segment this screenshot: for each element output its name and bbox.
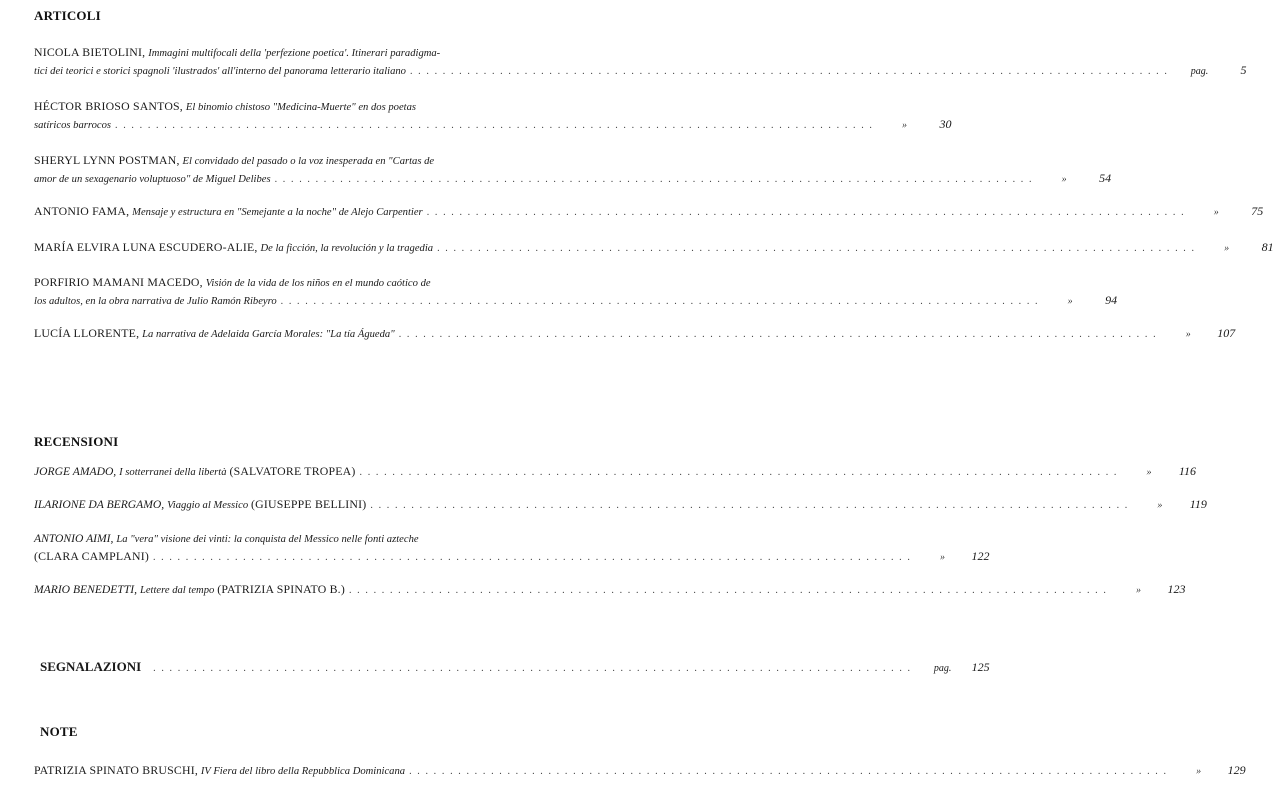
page-number: 54 <box>1099 171 1112 185</box>
page-prefix: » <box>1224 243 1230 254</box>
page-number: 119 <box>1189 497 1207 511</box>
leader-dots: . . . . . . . . . . . . . . . . . . . . . . . . . . . . . . . . . . . . . . . . . . . . . . . . . . . . . . . . . . . . . . . . . . . . . . . . . . . . . . . . . . . . . . . . . . . . . <box>409 766 1168 777</box>
leader-dots: . . . . . . . . . . . . . . . . . . . . . . . . . . . . . . . . . . . . . . . . . . . . . . . . . . . . . . . . . . . . . . . . . . . . . . . . . . . . . . . . . . . . . . . . . . . . . <box>152 552 912 563</box>
entry-title: Immagini multifocali della 'perfezione poetica'. Itinerari paradigma- <box>148 48 441 59</box>
leader-dots: . . . . . . . . . . . . . . . . . . . . . . . . . . . . . . . . . . . . . . . . . . . . . . . . . . . . . . . . . . . . . . . . . . . . . . . . . . . . . . . . . . . . . . . . . . . . . <box>437 243 1196 254</box>
toc-entry[interactable] <box>34 463 1197 481</box>
toc-entry[interactable] <box>34 98 952 134</box>
entry-author: ANTONIO FAMA, <box>34 204 130 218</box>
page-prefix: » <box>1185 329 1191 340</box>
toc-entry[interactable] <box>34 325 1236 343</box>
section-heading-segnalazioni: SEGNALAZIONI <box>40 659 142 674</box>
reviewer: (CLARA CAMPLANI) <box>34 549 149 563</box>
review-author: ANTONIO AIMI, <box>34 532 114 545</box>
entry-author: MARÍA ELVIRA LUNA ESCUDERO-ALIE, <box>34 240 258 254</box>
toc-entry-segnalazioni[interactable] <box>40 658 990 677</box>
page-prefix: » <box>1061 174 1067 185</box>
section-heading-note: NOTE <box>40 724 78 739</box>
entry-title-cont: tici dei teorici e storici spagnoli 'ilustrados' all'interno del panorama letterario italiano <box>34 66 406 77</box>
page-number: 81 <box>1261 240 1274 254</box>
toc-entry[interactable] <box>34 762 1246 780</box>
page-number: 5 <box>1240 63 1247 77</box>
section-heading-articoli: ARTICOLI <box>34 8 101 23</box>
entry-title-cont: los adultos, en la obra narrativa de Julio Ramón Ribeyro <box>34 296 277 307</box>
entry-author: HÉCTOR BRIOSO SANTOS, <box>34 99 183 113</box>
review-author: ILARIONE DA BERGAMO, <box>34 498 165 511</box>
toc-entry[interactable] <box>34 581 1186 599</box>
entry-title: IV Fiera del libro della Repubblica Dominicana <box>200 766 406 777</box>
leader-dots: . . . . . . . . . . . . . . . . . . . . . . . . . . . . . . . . . . . . . . . . . . . . . . . . . . . . . . . . . . . . . . . . . . . . . . . . . . . . . . . . . . . . . . . . . . . . . <box>348 585 1108 596</box>
leader-dots: . . . . . . . . . . . . . . . . . . . . . . . . . . . . . . . . . . . . . . . . . . . . . . . . . . . . . . . . . . . . . . . . . . . . . . . . . . . . . . . . . . . . . . . . . . . . . <box>398 329 1158 340</box>
reviewer: (SALVATORE TROPEA) <box>229 464 356 478</box>
page-prefix: » <box>1196 766 1202 777</box>
entry-title-cont: satíricos barrocos <box>34 120 112 131</box>
leader-dots: . . . . . . . . . . . . . . . . . . . . . . . . . . . . . . . . . . . . . . . . . . . . . . . . . . . . . . . . . . . . . . . . . . . . . . . . . . . . . . . . . . . . . . . . . . . . . <box>280 296 1040 307</box>
entry-author: LUCÍA LLORENTE, <box>34 326 140 340</box>
toc-entry[interactable] <box>34 239 1274 257</box>
entry-title: El convidado del pasado o la voz inesperada en "Cartas de <box>182 156 435 167</box>
page-number: 94 <box>1105 293 1118 307</box>
entry-title-cont: amor de un sexagenario voluptuoso" de Miguel Delibes <box>34 174 271 185</box>
section-heading-recensioni: RECENSIONI <box>34 434 119 449</box>
entry-author: PATRIZIA SPINATO BRUSCHI, <box>34 763 198 777</box>
toc-entry[interactable] <box>34 152 1112 188</box>
reviewer: (PATRIZIA SPINATO B.) <box>217 582 345 596</box>
review-title: La "vera" visione dei vinti: la conquista del Messico nelle fonti azteche <box>116 534 419 545</box>
toc-entry[interactable] <box>34 496 1207 514</box>
toc-entry[interactable] <box>34 44 1247 80</box>
page-prefix: » <box>1146 467 1152 478</box>
leader-dots: . . . . . . . . . . . . . . . . . . . . . . . . . . . . . . . . . . . . . . . . . . . . . . . . . . . . . . . . . . . . . . . . . . . . . . . . . . . . . . . . . . . . . . . . . . . . . <box>274 174 1034 185</box>
review-author: MARIO BENEDETTI, <box>34 583 138 596</box>
page-number: 129 <box>1227 763 1246 777</box>
entry-title: De la ficción, la revolución y la tragedia <box>260 243 434 254</box>
entry-title: El binomio chistoso "Medicina-Muerte" en dos poetas <box>185 102 417 113</box>
entry-author: SHERYL LYNN POSTMAN, <box>34 153 180 167</box>
review-author: JORGE AMADO, <box>34 465 117 478</box>
review-title: I sotterranei della libertà <box>119 467 227 478</box>
toc-entry[interactable] <box>34 274 1118 310</box>
page-prefix: pag. <box>1190 66 1209 77</box>
leader-dots: . . . . . . . . . . . . . . . . . . . . . . . . . . . . . . . . . . . . . . . . . . . . . . . . . . . . . . . . . . . . . . . . . . . . . . . . . . . . . . . . . . . . . . . . . . . . . <box>426 207 1186 218</box>
page-number: 122 <box>971 549 990 563</box>
page-number: 116 <box>1178 464 1197 478</box>
toc-entry[interactable] <box>34 203 1264 221</box>
page-prefix: » <box>902 120 908 131</box>
page-number: 75 <box>1251 204 1264 218</box>
leader-dots: . . . . . . . . . . . . . . . . . . . . . . . . . . . . . . . . . . . . . . . . . . . . . . . . . . . . . . . . . . . . . . . . . . . . . . . . . . . . . . . . . . . . . . . . . . . . . <box>370 500 1129 511</box>
review-title: Viaggio al Messico <box>167 500 249 511</box>
review-title: Lettere dal tempo <box>139 585 215 596</box>
page-prefix: pag. <box>933 663 952 674</box>
page-number: 107 <box>1217 326 1236 340</box>
leader-dots: . . . . . . . . . . . . . . . . . . . . . . . . . . . . . . . . . . . . . . . . . . . . . . . . . . . . . . . . . . . . . . . . . . . . . . . . . . . . . . . . . . . . . . . . . . . . . <box>409 66 1169 77</box>
leader-dots: . . . . . . . . . . . . . . . . . . . . . . . . . . . . . . . . . . . . . . . . . . . . . . . . . . . . . . . . . . . . . . . . . . . . . . . . . . . . . . . . . . . . . . . . . . . . . <box>359 467 1119 478</box>
page-number: 123 <box>1167 582 1186 596</box>
page-number: 125 <box>971 660 990 674</box>
page-prefix: » <box>939 552 945 563</box>
page-prefix: » <box>1157 500 1163 511</box>
toc-entry[interactable] <box>34 530 990 566</box>
reviewer: (GIUSEPPE BELLINI) <box>251 497 367 511</box>
entry-title: Mensaje y estructura en "Semejante a la noche" de Alejo Carpentier <box>132 207 423 218</box>
page-prefix: » <box>1135 585 1141 596</box>
page-prefix: » <box>1213 207 1219 218</box>
leader-dots: . . . . . . . . . . . . . . . . . . . . . . . . . . . . . . . . . . . . . . . . . . . . . . . . . . . . . . . . . . . . . . . . . . . . . . . . . . . . . . . . . . . . . . . . . . . . . <box>115 120 874 131</box>
entry-title: La narrativa de Adelaida García Morales: "La tía Águeda" <box>142 329 395 340</box>
entry-author: NICOLA BIETOLINI, <box>34 45 146 59</box>
entry-author: PORFIRIO MAMANI MACEDO, <box>34 275 203 289</box>
page-prefix: » <box>1067 296 1073 307</box>
entry-title: Visión de la vida de los niños en el mundo caótico de <box>205 278 431 289</box>
leader-dots: . . . . . . . . . . . . . . . . . . . . . . . . . . . . . . . . . . . . . . . . . . . . . . . . . . . . . . . . . . . . . . . . . . . . . . . . . . . . . . . . . . . . . . . . . . . . . <box>153 663 912 674</box>
page-number: 30 <box>939 117 952 131</box>
